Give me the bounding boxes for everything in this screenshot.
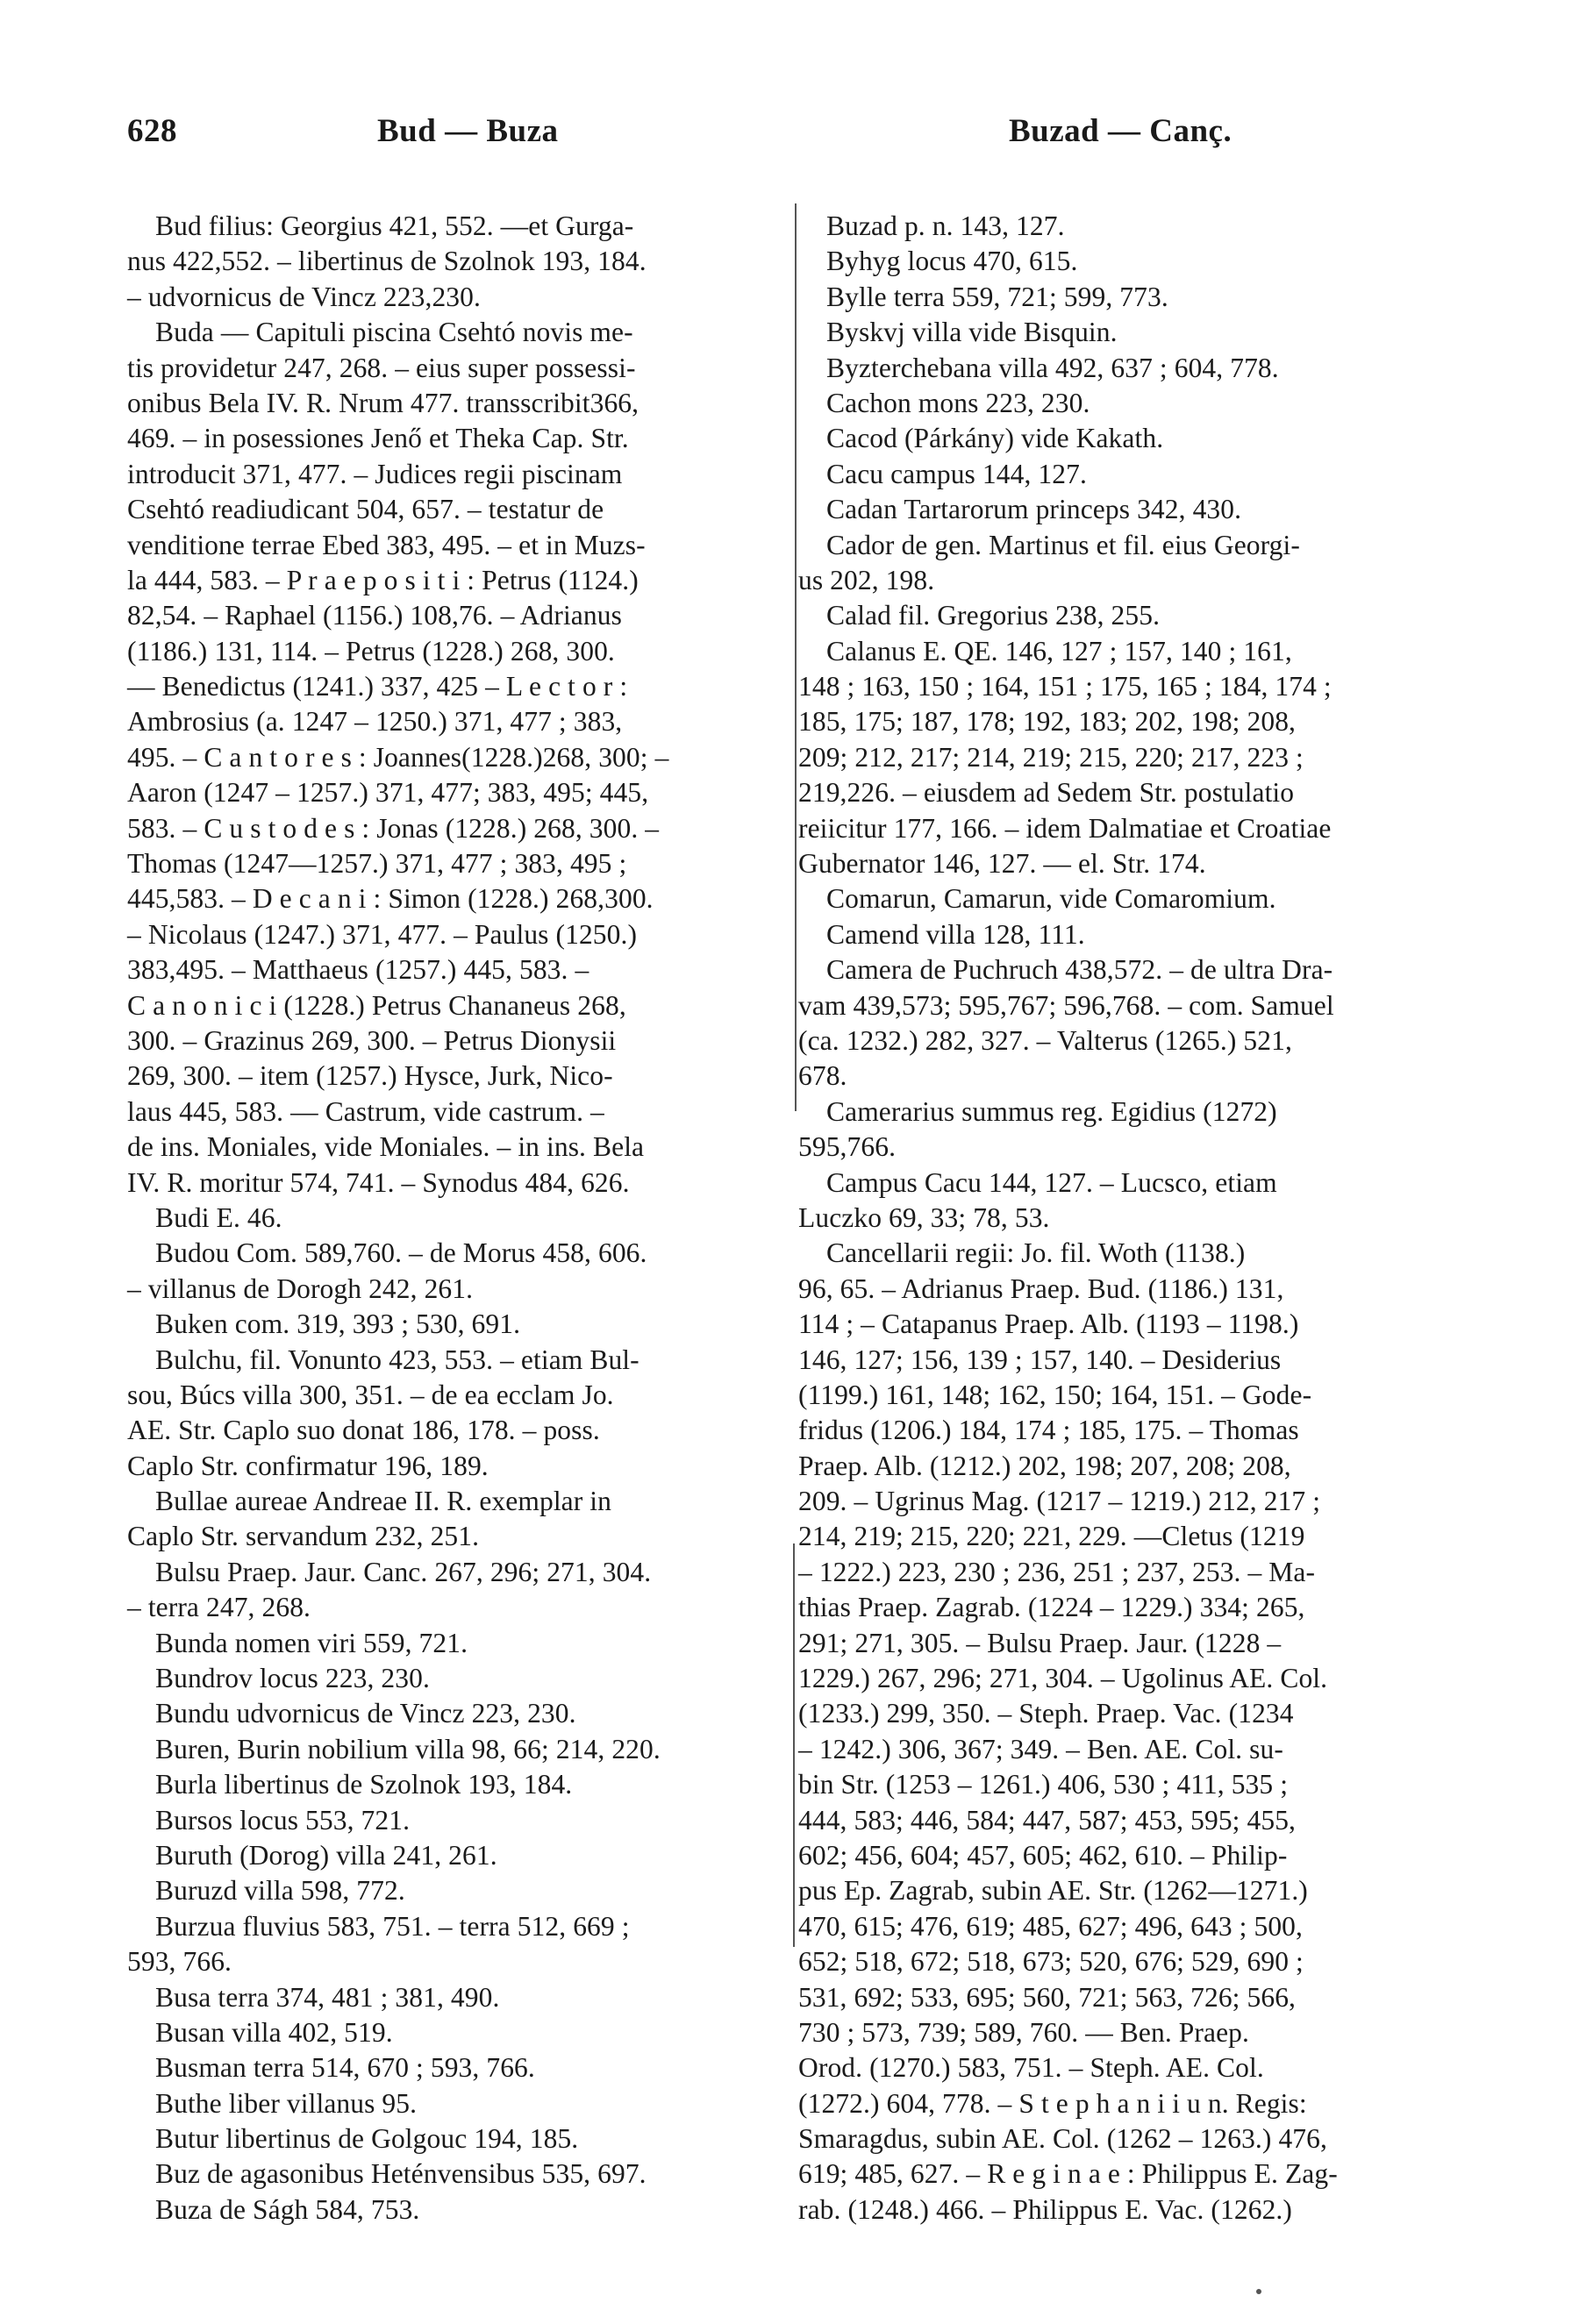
index-line: la 444, 583. – P r a e p o s i t i : Petrus (1124.) [127, 564, 639, 595]
index-line: Byhyg locus 470, 615. [826, 246, 1078, 277]
index-line: 444, 583; 446, 584; 447, 587; 453, 595; 455, [798, 1804, 1297, 1836]
index-line: Campus Cacu 144, 127. – Lucsco, etiam [826, 1166, 1277, 1198]
index-line: Camend villa 128, 111. [826, 918, 1085, 950]
index-line: Bunda nomen viri 559, 721. [155, 1627, 468, 1658]
index-line: — Benedictus (1241.) 337, 425 – L e c t o r : [127, 671, 628, 702]
index-line: 595,766. [798, 1131, 897, 1163]
index-line: 209; 212, 217; 214, 219; 215, 220; 217, 223 ; [798, 741, 1304, 773]
index-line: 269, 300. – item (1257.) Hysce, Jurk, Nico- [127, 1060, 613, 1092]
index-line: Buruth (Dorog) villa 241, 261. [155, 1839, 497, 1871]
ink-speck [1256, 2289, 1261, 2294]
index-line: (1186.) 131, 114. – Petrus (1228.) 268, 300. [127, 635, 615, 667]
index-line: Bundu udvornicus de Vincz 223, 230. [155, 1698, 576, 1729]
index-line: Budou Com. 589,760. – de Morus 458, 606. [155, 1237, 647, 1269]
index-line: Buthe liber villanus 95. [155, 2087, 418, 2119]
index-line: Orod. (1270.) 583, 751. – Steph. AE. Col. [798, 2052, 1264, 2084]
index-line: Budi E. 46. [155, 1201, 282, 1233]
index-line: tis providetur 247, 268. – eius super possessi- [127, 352, 636, 383]
index-line: Csehtó readiudicant 504, 657. – testatur de [127, 494, 604, 525]
index-line: 219,226. – eiusdem ad Sedem Str. postulatio [798, 777, 1295, 809]
right-running-title: Buzad — Canç. [1009, 113, 1232, 149]
index-line: 291; 271, 305. – Bulsu Praep. Jaur. (1228 – [798, 1627, 1282, 1658]
index-line: Calad fil. Gregorius 238, 255. [826, 600, 1161, 631]
index-line: Bulchu, fil. Vonunto 423, 553. – etiam Bul- [155, 1344, 639, 1375]
index-line: fridus (1206.) 184, 174 ; 185, 175. – Thomas [798, 1415, 1299, 1446]
index-line: 209. – Ugrinus Mag. (1217 – 1219.) 212, 217 ; [798, 1486, 1321, 1517]
index-line: Bundrov locus 223, 230. [155, 1663, 430, 1694]
column-divider-top [795, 203, 797, 1111]
index-line: – terra 247, 268. [127, 1592, 311, 1623]
index-line: 383,495. – Matthaeus (1257.) 445, 583. – [127, 954, 589, 986]
index-line: Cacu campus 144, 127. [826, 458, 1087, 489]
index-line: Bulsu Praep. Jaur. Canc. 267, 296; 271, 304. [155, 1556, 652, 1587]
index-line: 1229.) 267, 296; 271, 304. – Ugolinus AE. Col. [798, 1663, 1328, 1694]
index-line: AE. Str. Caplo suo donat 186, 178. – poss. [127, 1415, 600, 1446]
index-line: IV. R. moritur 574, 741. – Synodus 484, 626. [127, 1166, 630, 1198]
index-line: 495. – C a n t o r e s : Joannes(1228.)268, 300; – [127, 741, 669, 773]
index-line: Smaragdus, subin AE. Col. (1262 – 1263.) 476, [798, 2123, 1327, 2155]
index-line: Cador de gen. Martinus et fil. eius Georgi- [826, 529, 1300, 560]
index-line: reiicitur 177, 166. – idem Dalmatiae et Croatiae [798, 812, 1332, 844]
index-line: – Nicolaus (1247.) 371, 477. – Paulus (1250.) [127, 918, 638, 950]
index-line: Cadan Tartarorum princeps 342, 430. [826, 494, 1242, 525]
right-column [798, 209, 1467, 2228]
index-line: 619; 485, 627. – R e g i n a e : Philippus E. Zag- [798, 2158, 1338, 2190]
index-line: 445,583. – D e c a n i : Simon (1228.) 268,300. [127, 883, 654, 915]
index-line: Camera de Puchruch 438,572. – de ultra Dra- [826, 954, 1333, 986]
index-line: Bud filius: Georgius 421, 552. —et Gurga- [155, 210, 634, 241]
index-line: Buda — Capituli piscina Csehtó novis me- [155, 317, 633, 348]
index-line: Thomas (1247—1257.) 371, 477 ; 383, 495 ; [127, 848, 627, 880]
index-line: Busan villa 402, 519. [155, 2016, 393, 2048]
page-number: 628 [127, 113, 177, 149]
index-line: 96, 65. – Adrianus Praep. Bud. (1186.) 131, [798, 1272, 1284, 1304]
index-line: 469. – in posessiones Jenő et Theka Cap. Str. [127, 423, 629, 454]
index-line: Buz de agasonibus Heténvensibus 535, 697. [155, 2158, 647, 2190]
index-line: sou, Búcs villa 300, 351. – de ea ecclam Jo. [127, 1379, 614, 1410]
index-line: (1199.) 161, 148; 162, 150; 164, 151. – Gode- [798, 1379, 1312, 1410]
index-line: Bursos locus 553, 721. [155, 1804, 411, 1836]
index-line: 730 ; 573, 739; 589, 760. — Ben. Praep. [798, 2016, 1249, 2048]
index-line: Busman terra 514, 670 ; 593, 766. [155, 2052, 535, 2084]
index-line: nus 422,552. – libertinus de Szolnok 193, 184. [127, 246, 647, 277]
index-line: us 202, 198. [798, 564, 935, 595]
index-line: Aaron (1247 – 1257.) 371, 477; 383, 495; 445, [127, 777, 649, 809]
index-line: 678. [798, 1060, 847, 1092]
index-line: Praep. Alb. (1212.) 202, 198; 207, 208; 208, [798, 1450, 1291, 1481]
index-line: Burzua fluvius 583, 751. – terra 512, 669 ; [155, 1910, 630, 1942]
index-line: rab. (1248.) 466. – Philippus E. Vac. (1262.) [798, 2193, 1292, 2225]
index-line: venditione terrae Ebed 383, 495. – et in Muzs- [127, 529, 646, 560]
index-line: 531, 692; 533, 695; 560, 721; 563, 726; 566, [798, 1981, 1297, 2013]
index-line: Buren, Burin nobilium villa 98, 66; 214, 220. [155, 1733, 661, 1764]
index-line: – udvornicus de Vincz 223,230. [127, 281, 481, 312]
index-line: Gubernator 146, 127. — el. Str. 174. [798, 848, 1206, 880]
index-line: thias Praep. Zagrab. (1224 – 1229.) 334; 265, [798, 1592, 1305, 1623]
index-line: Burla libertinus de Szolnok 193, 184. [155, 1769, 573, 1800]
index-line: Byskvj villa vide Bisquin. [826, 317, 1118, 348]
index-line: Calanus E. QE. 146, 127 ; 157, 140 ; 161, [826, 635, 1292, 667]
index-line: Caplo Str. confirmatur 196, 189. [127, 1450, 489, 1481]
index-line: – 1242.) 306, 367; 349. – Ben. AE. Col. su- [798, 1733, 1283, 1764]
index-line: 185, 175; 187, 178; 192, 183; 202, 198; 208, [798, 706, 1297, 738]
index-line: Buzad p. n. 143, 127. [826, 210, 1065, 241]
index-line: Comarun, Camarun, vide Comaromium. [826, 883, 1276, 915]
index-line: onibus Bela IV. R. Nrum 477. transscribit366, [127, 387, 639, 418]
index-line: vam 439,573; 595,767; 596,768. – com. Samuel [798, 989, 1334, 1021]
left-column [127, 209, 790, 2228]
index-line: Ambrosius (a. 1247 – 1250.) 371, 477 ; 383, [127, 706, 623, 738]
index-line: 602; 456, 604; 457, 605; 462, 610. – Philip- [798, 1839, 1288, 1871]
index-line: introducit 371, 477. – Judices regii piscinam [127, 458, 623, 489]
index-line: Byzterchebana villa 492, 637 ; 604, 778. [826, 352, 1279, 383]
index-line: 148 ; 163, 150 ; 164, 151 ; 175, 165 ; 184, 174 ; [798, 671, 1332, 702]
index-line: Bylle terra 559, 721; 599, 773. [826, 281, 1168, 312]
index-line: Bullae aureae Andreae II. R. exemplar in [155, 1486, 612, 1517]
index-line: Buken com. 319, 393 ; 530, 691. [155, 1308, 521, 1340]
left-running-title: Bud — Buza [377, 113, 559, 149]
index-line: Butur libertinus de Golgouc 194, 185. [155, 2123, 579, 2155]
index-line: 593, 766. [127, 1946, 232, 1978]
index-line: laus 445, 583. — Castrum, vide castrum. – [127, 1095, 604, 1127]
index-line: 470, 615; 476, 619; 485, 627; 496, 643 ; 500, [798, 1910, 1304, 1942]
column-divider-bottom [793, 1543, 795, 1947]
index-line: 300. – Grazinus 269, 300. – Petrus Dionysii [127, 1024, 617, 1056]
index-line: 82,54. – Raphael (1156.) 108,76. – Adrianus [127, 600, 622, 631]
index-line: Buruzd villa 598, 772. [155, 1875, 405, 1907]
index-line: 114 ; – Catapanus Praep. Alb. (1193 – 1198.) [798, 1308, 1299, 1340]
index-line: Camerarius summus reg. Egidius (1272) [826, 1095, 1277, 1127]
index-line: C a n o n i c i (1228.) Petrus Chananeus 268, [127, 989, 626, 1021]
index-line: 583. – C u s t o d e s : Jonas (1228.) 268, 300. – [127, 812, 660, 844]
running-header [0, 112, 1579, 156]
index-line: 214, 219; 215, 220; 221, 229. —Cletus (1219 [798, 1521, 1305, 1552]
index-line: Caplo Str. servandum 232, 251. [127, 1521, 480, 1552]
index-line: Cacod (Párkány) vide Kakath. [826, 423, 1164, 454]
index-line: – villanus de Dorogh 242, 261. [127, 1272, 474, 1304]
index-line: Luczko 69, 33; 78, 53. [798, 1201, 1050, 1233]
index-line: – 1222.) 223, 230 ; 236, 251 ; 237, 253. – Ma- [798, 1556, 1316, 1587]
index-line: de ins. Moniales, vide Moniales. – in ins. Bela [127, 1131, 645, 1163]
index-line: Busa terra 374, 481 ; 381, 490. [155, 1981, 500, 2013]
index-line: pus Ep. Zagrab, subin AE. Str. (1262—1271.) [798, 1875, 1308, 1907]
index-line: bin Str. (1253 – 1261.) 406, 530 ; 411, 535 ; [798, 1769, 1289, 1800]
index-line: Cachon mons 223, 230. [826, 387, 1090, 418]
index-line: Buza de Ságh 584, 753. [155, 2193, 420, 2225]
index-line: 652; 518, 672; 518, 673; 520, 676; 529, 690 ; [798, 1946, 1304, 1978]
index-line: (ca. 1232.) 282, 327. – Valterus (1265.) 521, [798, 1024, 1292, 1056]
index-line: Cancellarii regii: Jo. fil. Woth (1138.) [826, 1237, 1246, 1269]
index-line: (1272.) 604, 778. – S t e p h a n i i u n. Regis: [798, 2087, 1307, 2119]
index-line: 146, 127; 156, 139 ; 157, 140. – Desiderius [798, 1344, 1282, 1375]
index-line: (1233.) 299, 350. – Steph. Praep. Vac. (1234 [798, 1698, 1294, 1729]
